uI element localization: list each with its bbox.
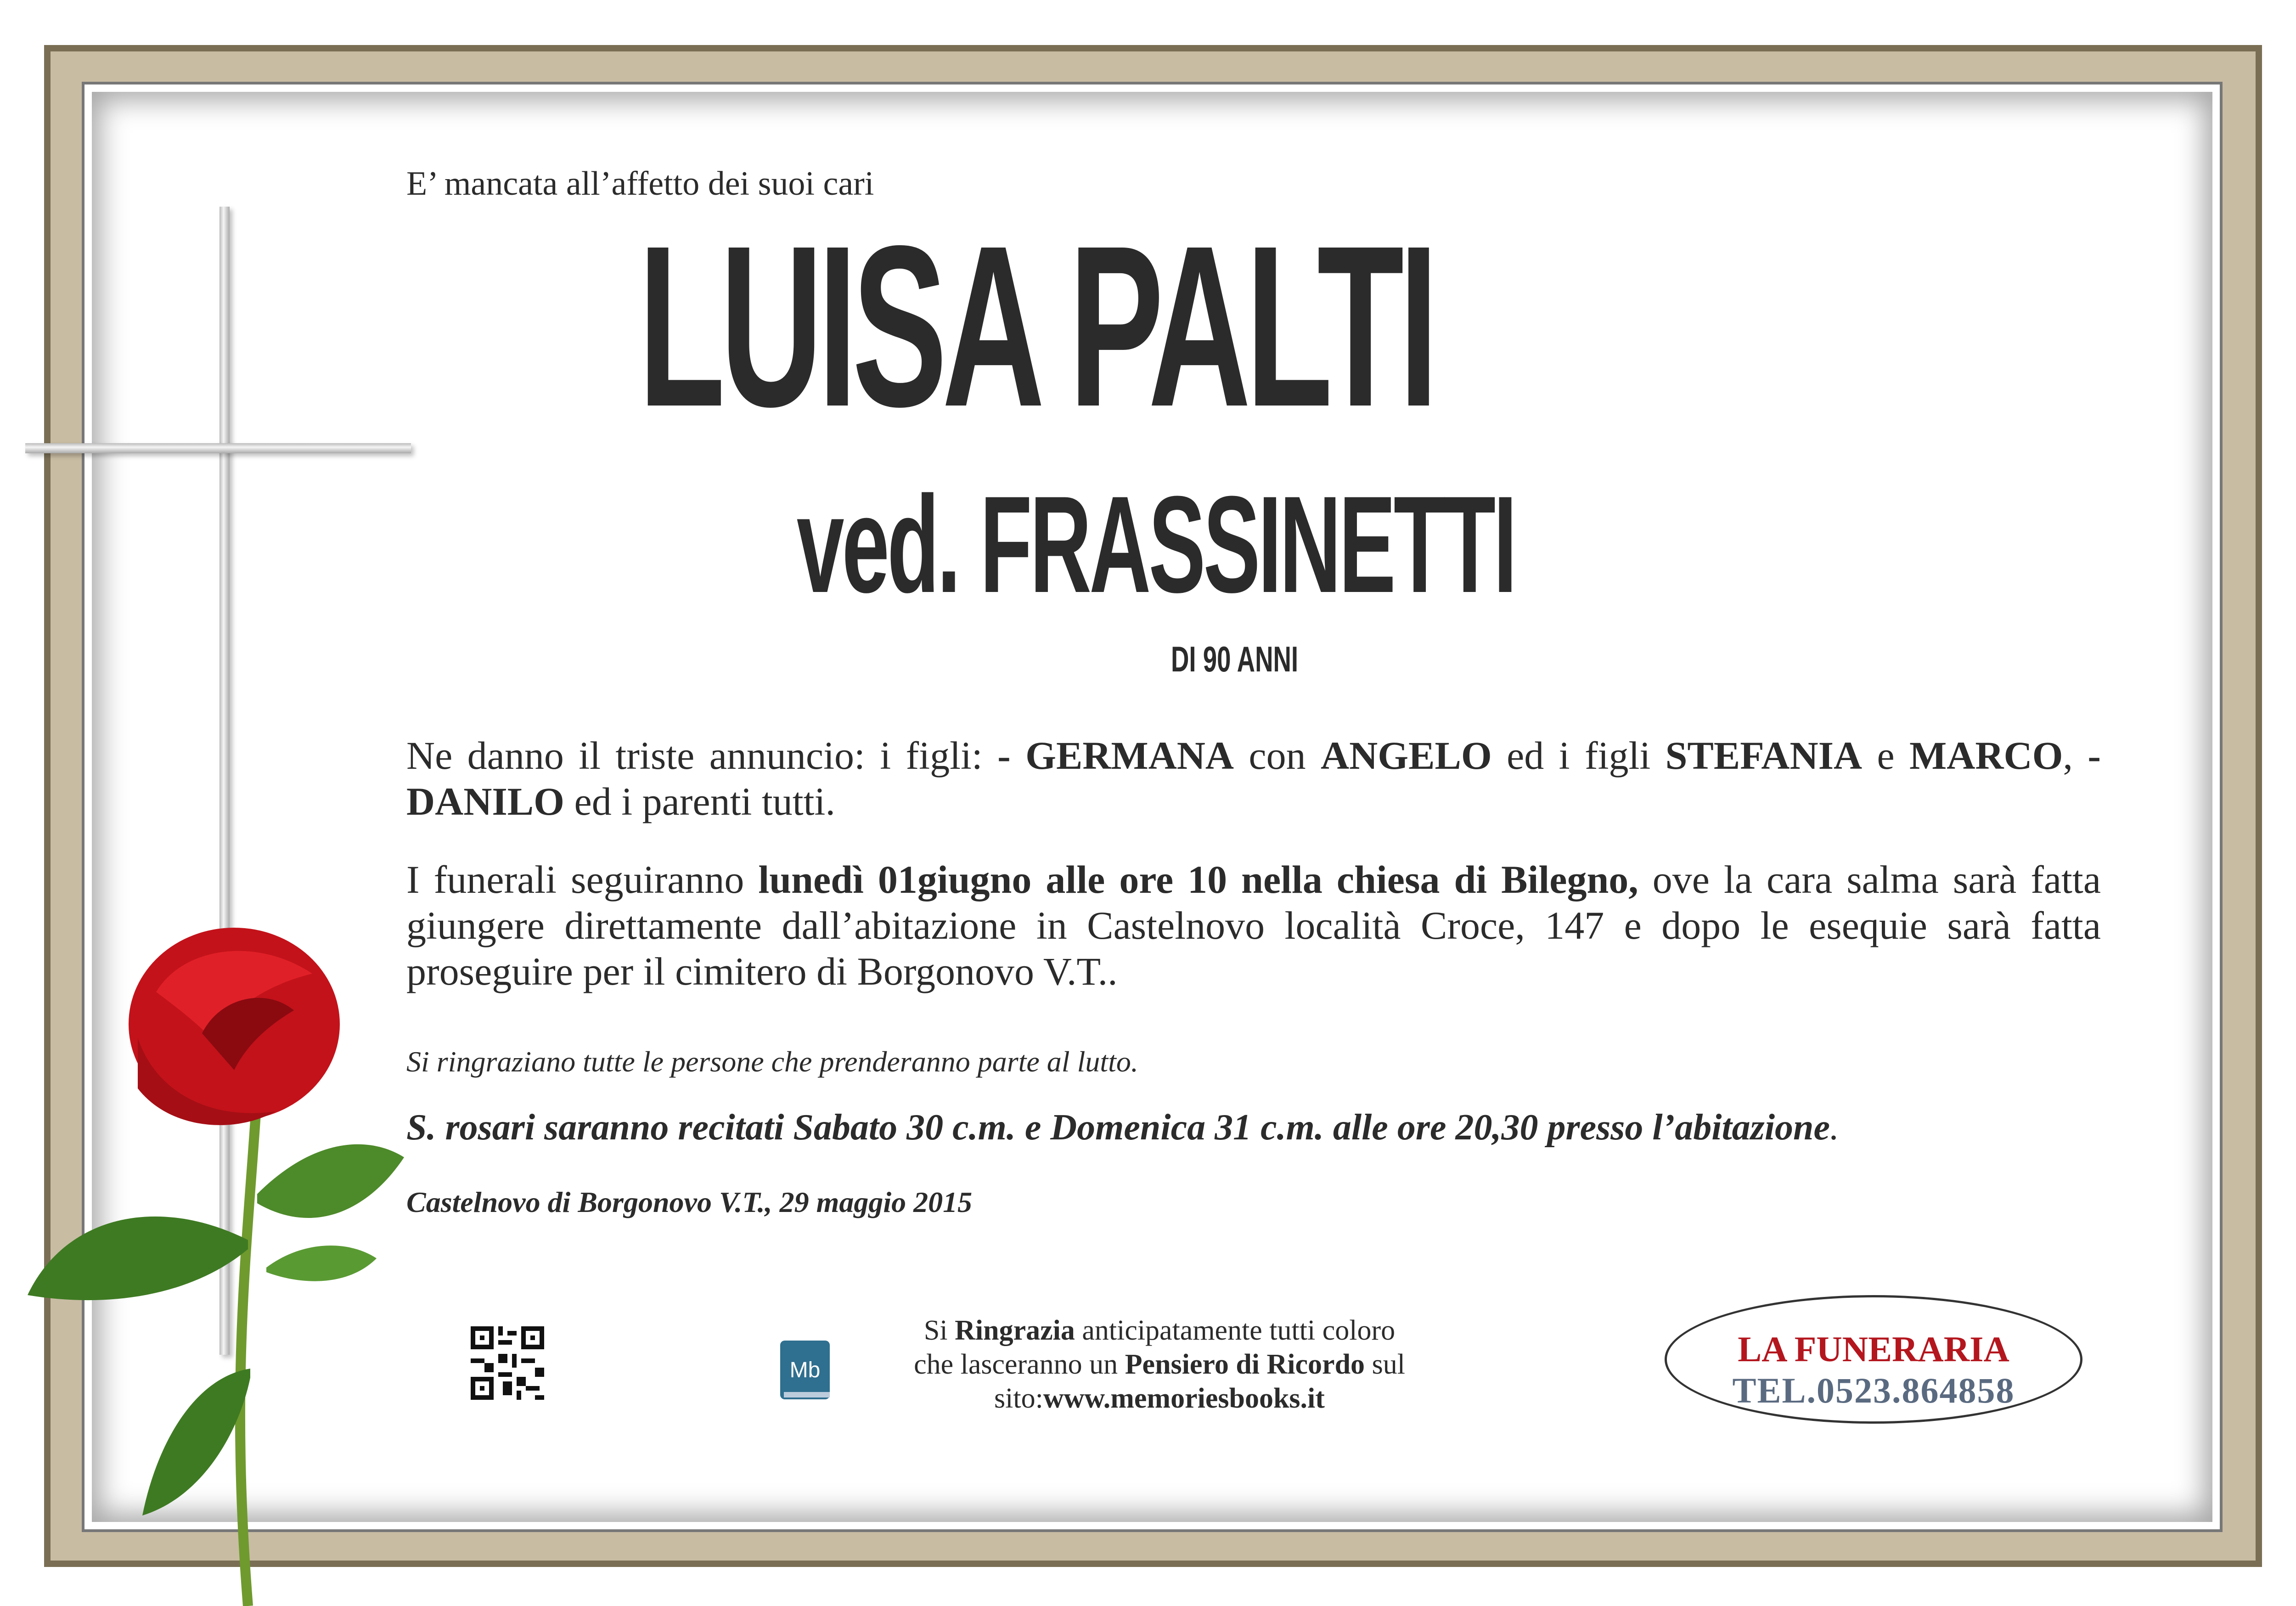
place-date: Castelnovo di Borgonovo V.T., 29 maggio 2015	[406, 1186, 973, 1218]
thanks-text: Si ringraziano tutte le persone che prenderanno parte al lutto.	[406, 1045, 1138, 1078]
svg-text:Mb: Mb	[789, 1358, 821, 1382]
funeraria-phone: TEL.0523.864858	[1732, 1370, 2015, 1410]
qr-code-icon	[471, 1326, 544, 1400]
deceased-age: DI 90 ANNI	[1171, 639, 1299, 679]
announcement-paragraph: Ne danno il triste annuncio: i figli: - GERMANA con ANGELO ed i figli STEFANIA e MARCO, - DANILO ed i parenti tutti.	[406, 733, 2101, 823]
rose-icon	[18, 919, 413, 1606]
funeraria-badge	[1665, 1295, 2082, 1424]
intro-text: E’ mancata all’affetto dei suoi cari	[406, 165, 874, 203]
cross-icon-bar	[25, 443, 411, 453]
funeral-paragraph: I funerali seguiranno lunedì 01giugno alle ore 10 nella chiesa di Bilegno, ove la cara salma sarà fatta giungere direttamente dall’abitazione in Castelnovo località Croce, 147 e dopo le esequie sarà fatta proseguire per il cimitero di Borgonovo V.T..	[406, 857, 2101, 993]
deceased-name: LUISA PALTI	[638, 197, 1434, 454]
deceased-married-name: ved. FRASSINETTI	[797, 467, 1515, 621]
funeraria-name: LA FUNERARIA	[1738, 1329, 2009, 1369]
memoriesbooks-logo-icon	[778, 1339, 833, 1403]
rosary-text: S. rosari saranno recitati Sabato 30 c.m. e Domenica 31 c.m. alle ore 20,30 presso l’abitazione.	[406, 1107, 1840, 1148]
memories-notice: Si Ringrazia anticipatamente tutti coloro che lasceranno un Pensiero di Ricordo sul sito:www.memoriesbooks.it	[914, 1315, 1405, 1414]
